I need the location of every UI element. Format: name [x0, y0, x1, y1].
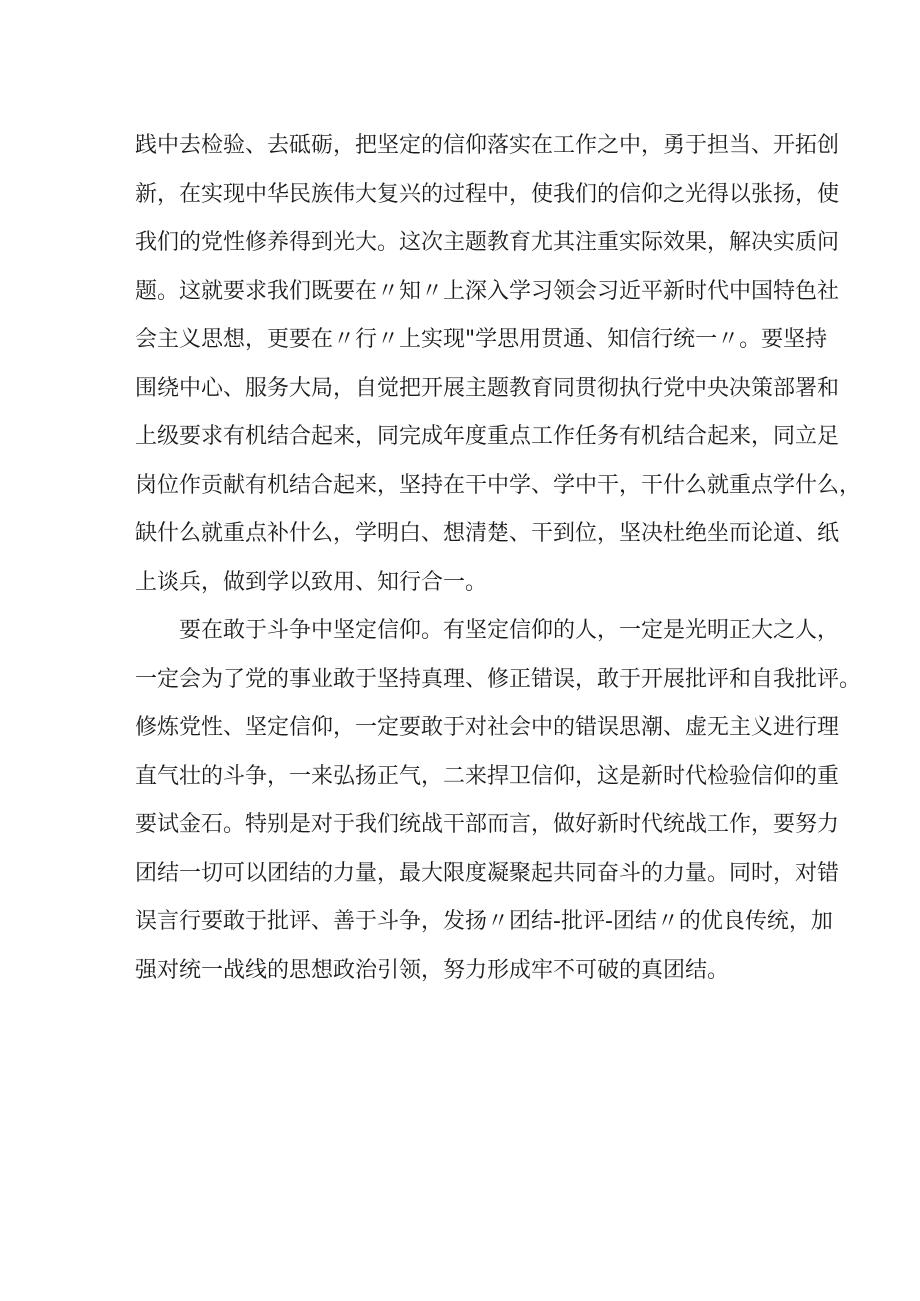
paragraph-line: 我们的党性修养得到光大。这次主题教育尤其注重实际效果，解决实质问	[135, 230, 840, 255]
paragraph-line: 题。这就要求我们既要在〃知〃上深入学习领会习近平新时代中国特色社	[135, 278, 840, 304]
paragraph-line: 要试金石。特别是对于我们统战干部而言，做好新时代统战工作，要努力	[135, 812, 840, 837]
paragraph-line: 团结一切可以团结的力量，最大限度凝聚起共同奋斗的力量。同时，对错	[135, 860, 840, 886]
paragraph-2	[135, 607, 862, 995]
paragraph-line: 直气壮的斗争，一来弘扬正气，二来捍卫信仰，这是新时代检验信仰的重	[135, 763, 840, 789]
paragraph-line: 会主义思想，更要在〃行〃上实现"学思用贯通、知信行统一〃。要坚持	[135, 327, 828, 352]
paragraph-line: 要在敢于斗争中坚定信仰。有坚定信仰的人，一定是光明正大之人，	[179, 618, 840, 643]
paragraph-line: 一定会为了党的事业敢于坚持真理、修正错误，敢于开展批评和自我批评。	[135, 666, 862, 692]
paragraph-line: 岗位作贡献有机结合起来，坚持在干中学、学中干，干什么就重点学什么，	[135, 472, 862, 498]
document-body	[135, 122, 862, 995]
paragraph-line: 围绕中心、服务大局，自觉把开展主题教育同贯彻执行党中央决策部署和	[135, 375, 840, 401]
paragraph-line: 强对统一战线的思想政治引领，努力形成牢不可破的真团结。	[135, 957, 730, 983]
paragraph-line: 误言行要敢于批评、善于斗争，发扬〃团结-批评-团结〃的优良传统，加	[135, 909, 833, 934]
paragraph-line: 践中去检验、去砥砺，把坚定的信仰落实在工作之中，勇于担当、开拓创	[135, 133, 840, 158]
paragraph-line: 缺什么就重点补什么，学明白、想清楚、干到位，坚决杜绝坐而论道、纸	[135, 521, 840, 546]
paragraph-line: 新，在实现中华民族伟大复兴的过程中，使我们的信仰之光得以张扬，使	[135, 181, 840, 207]
paragraph-line: 上级要求有机结合起来，同完成年度重点工作任务有机结合起来，同立足	[135, 424, 840, 449]
paragraph-line: 修炼党性、坚定信仰，一定要敢于对社会中的错误思潮、虚无主义进行理	[135, 715, 840, 740]
paragraph-line: 上谈兵，做到学以致用、知行合一。	[135, 569, 488, 595]
paragraph-1	[135, 122, 862, 607]
